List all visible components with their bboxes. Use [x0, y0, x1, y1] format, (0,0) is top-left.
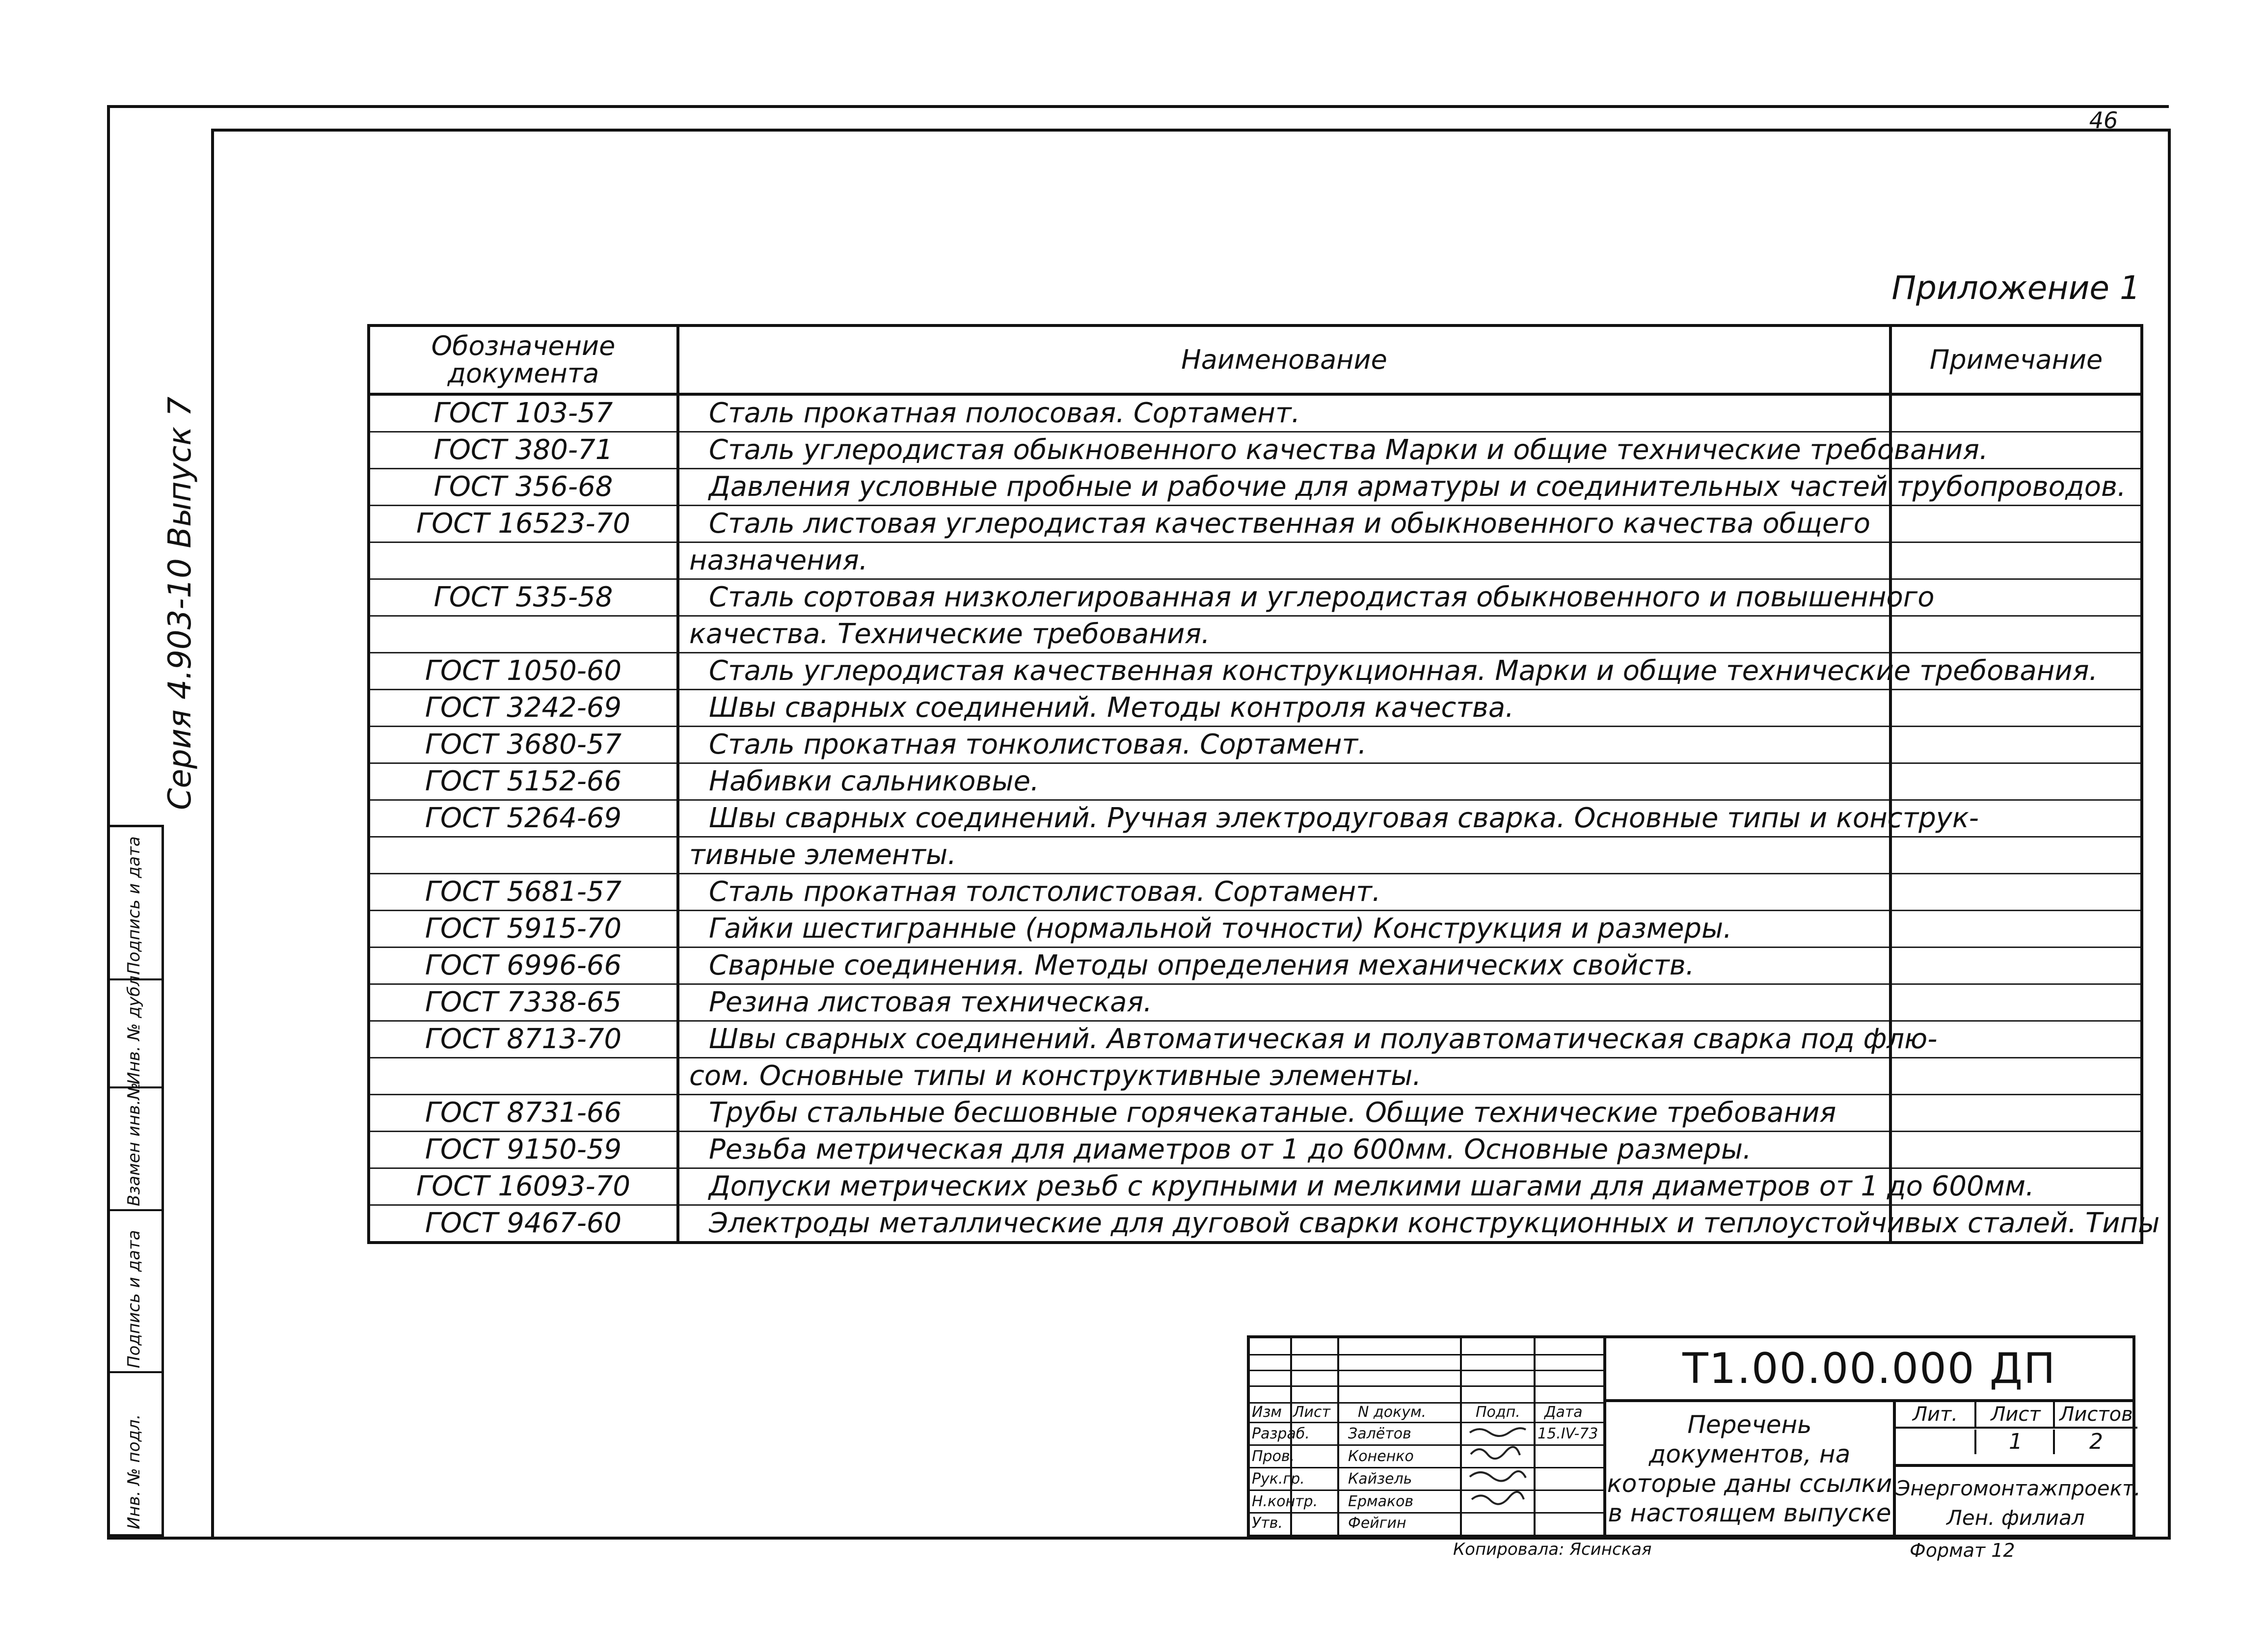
header-designation: Обозначение документа — [369, 325, 678, 394]
table-row — [369, 1058, 2142, 1095]
role-approver: Утв. — [1252, 1515, 1283, 1532]
side-label-orig-inv: Инв. № подл. — [124, 1414, 144, 1529]
side-label-sign-date-1: Подпись и дата — [124, 1230, 144, 1368]
doc-name-cell: Сталь прокатная полосовая. Сортамент. — [678, 394, 1890, 432]
sheets-label: Листов — [2053, 1402, 2137, 1429]
doc-name-cell: тивные элементы. — [678, 837, 1890, 874]
doc-code-cell: ГОСТ 5915-70 — [369, 911, 678, 948]
doc-note-cell — [1890, 1095, 2142, 1132]
doc-code-cell: ГОСТ 8713-70 — [369, 1021, 678, 1058]
doc-code-cell — [369, 616, 678, 653]
doc-name-cell: Сталь прокатная тонколистовая. Сортамент. — [678, 727, 1890, 763]
organization: Энергомонтажпроект. Лен. филиал — [1896, 1464, 2135, 1533]
appendix-label: Приложение 1 — [1891, 269, 2140, 307]
sheets-value: 2 — [2053, 1430, 2137, 1454]
sheet-format: Формат 12 — [1910, 1540, 2015, 1561]
col-header-date: Дата — [1544, 1404, 1583, 1421]
table-row — [369, 874, 2142, 911]
col-header-signature: Подп. — [1476, 1404, 1520, 1421]
side-label-replace-inv: Взамен инв.№ — [124, 1082, 144, 1206]
references-table — [367, 324, 2160, 1244]
doc-name-cell: Допуски метрических резьб с крупными и мелкими шагами для диаметров от 1 до 600мм. — [678, 1168, 1890, 1205]
doc-code-cell: ГОСТ 9150-59 — [369, 1132, 678, 1168]
doc-code-cell: ГОСТ 16093-70 — [369, 1168, 678, 1205]
doc-name-cell: Трубы стальные бесшовные горячекатаные. Общие технические требования — [678, 1095, 1890, 1132]
doc-code-cell: ГОСТ 5681-57 — [369, 874, 678, 911]
header-name: Наименование — [678, 325, 1890, 394]
table-row — [369, 1168, 2142, 1205]
role-norm-control: Н.контр. — [1252, 1493, 1318, 1510]
title-block-right — [1893, 1402, 2141, 1535]
doc-name-cell: Швы сварных соединений. Автоматическая и полуавтоматическая сварка под флю- — [678, 1021, 1890, 1058]
doc-note-cell — [1890, 837, 2142, 874]
doc-code-cell: ГОСТ 380-71 — [369, 432, 678, 469]
table-row — [369, 542, 2142, 579]
col-header-doc-no: N докум. — [1358, 1404, 1427, 1421]
side-cell-2 — [109, 1211, 162, 1373]
name-developer: Залётов — [1348, 1425, 1411, 1442]
role-group-lead: Рук.гр. — [1252, 1470, 1305, 1488]
doc-note-cell — [1890, 506, 2142, 542]
table-row — [369, 948, 2142, 984]
doc-code-cell: ГОСТ 6996-66 — [369, 948, 678, 984]
inner-frame-right — [2168, 129, 2171, 1538]
doc-name-cell: Швы сварных соединений. Методы контроля качества. — [678, 690, 1890, 727]
doc-note-cell — [1890, 763, 2142, 800]
side-cell-3 — [109, 1082, 162, 1211]
doc-code-cell — [369, 542, 678, 579]
doc-note-cell — [1890, 542, 2142, 579]
lit-value — [1896, 1430, 1974, 1454]
doc-note-cell — [1890, 948, 2142, 984]
doc-code-cell: ГОСТ 3242-69 — [369, 690, 678, 727]
table-row — [369, 1205, 2142, 1243]
role-checker: Пров. — [1252, 1448, 1295, 1465]
doc-name-cell: Набивки сальниковые. — [678, 763, 1890, 800]
table-row — [369, 837, 2142, 874]
doc-name-cell: Сварные соединения. Методы определения механических свойств. — [678, 948, 1890, 984]
table-row — [369, 616, 2142, 653]
table-row — [369, 1132, 2142, 1168]
date-developer: 15.IV-73 — [1538, 1425, 1598, 1442]
document-number: Т1.00.00.000 ДП — [1603, 1338, 2132, 1402]
inner-frame-left — [211, 129, 214, 1538]
doc-code-cell: ГОСТ 9467-60 — [369, 1205, 678, 1243]
name-norm-control: Ермаков — [1348, 1493, 1414, 1510]
series-label: Серия 4.903-10 Выпуск 7 — [162, 396, 198, 810]
sheet-label: Лист — [1974, 1402, 2055, 1429]
table-row — [369, 394, 2142, 432]
doc-note-cell — [1890, 984, 2142, 1021]
doc-note-cell — [1890, 911, 2142, 948]
table-row — [369, 984, 2142, 1021]
doc-name-cell: Сталь сортовая низколегированная и углеродистая обыкновенного и повышенного — [678, 579, 1890, 616]
lit-label: Лит. — [1896, 1402, 1974, 1429]
doc-name-cell: Сталь листовая углеродистая качественная и обыкновенного качества общего — [678, 506, 1890, 542]
table-row — [369, 1021, 2142, 1058]
doc-name-cell: Электроды металлические для дуговой сварки конструкционных и теплоустойчивых сталей. Типы — [678, 1205, 1890, 1243]
side-cell-4 — [109, 970, 162, 1088]
doc-code-cell — [369, 837, 678, 874]
doc-code-cell: ГОСТ 8731-66 — [369, 1095, 678, 1132]
table-row — [369, 727, 2142, 763]
table-row — [369, 800, 2142, 837]
doc-note-cell — [1890, 690, 2142, 727]
doc-name-cell: Резьба метрическая для диаметров от 1 до 600мм. Основные размеры. — [678, 1132, 1890, 1168]
doc-name-cell: Давления условные пробные и рабочие для арматуры и соединительных частей трубопроводов. — [678, 469, 1890, 506]
table-row — [369, 432, 2142, 469]
col-header-change: Изм — [1252, 1404, 1282, 1421]
table-row — [369, 763, 2142, 800]
doc-note-cell — [1890, 616, 2142, 653]
table-row — [369, 690, 2142, 727]
doc-note-cell — [1890, 1132, 2142, 1168]
table-row — [369, 1095, 2142, 1132]
signature-grid — [1250, 1338, 1603, 1535]
header-note: Примечание — [1890, 325, 2142, 394]
doc-name-cell: Гайки шестигранные (нормальной точности) Конструкция и размеры. — [678, 911, 1890, 948]
outer-frame-top — [107, 105, 2169, 108]
copied-by: Копировала: Ясинская — [1453, 1540, 1652, 1559]
sheet-value: 1 — [1974, 1430, 2055, 1454]
doc-note-cell — [1890, 394, 2142, 432]
doc-name-cell: Сталь углеродистая обыкновенного качества Марки и общие технические требования. — [678, 432, 1890, 469]
col-header-sheet: Лист — [1293, 1404, 1331, 1421]
doc-code-cell: ГОСТ 1050-60 — [369, 653, 678, 690]
document-title: Перечень документов, на которые даны ссылки в настоящем выпуске — [1603, 1402, 1893, 1535]
doc-code-cell: ГОСТ 356-68 — [369, 469, 678, 506]
doc-code-cell — [369, 1058, 678, 1095]
doc-code-cell: ГОСТ 7338-65 — [369, 984, 678, 1021]
side-cell-5 — [109, 827, 162, 980]
doc-name-cell: качества. Технические требования. — [678, 616, 1890, 653]
doc-note-cell — [1890, 1058, 2142, 1095]
doc-name-cell: сом. Основные типы и конструктивные элементы. — [678, 1058, 1890, 1095]
doc-code-cell: ГОСТ 5152-66 — [369, 763, 678, 800]
signature-scribbles — [1466, 1423, 1530, 1531]
doc-name-cell: назначения. — [678, 542, 1890, 579]
doc-name-cell: Сталь прокатная толстолистовая. Сортамент. — [678, 874, 1890, 911]
table-row — [369, 579, 2142, 616]
doc-note-cell — [1890, 727, 2142, 763]
name-checker: Коненко — [1348, 1448, 1414, 1465]
doc-name-cell: Сталь углеродистая качественная конструкционная. Марки и общие технические требования. — [678, 653, 1890, 690]
table-row — [369, 653, 2142, 690]
doc-code-cell: ГОСТ 16523-70 — [369, 506, 678, 542]
doc-code-cell: ГОСТ 3680-57 — [369, 727, 678, 763]
table-row — [369, 506, 2142, 542]
side-stamp — [107, 825, 164, 1537]
side-label-dup-inv: Инв. № дубл. — [124, 970, 144, 1084]
name-approver: Фейгин — [1348, 1515, 1406, 1532]
doc-name-cell: Резина листовая техническая. — [678, 984, 1890, 1021]
title-block — [1247, 1335, 2141, 1538]
doc-code-cell: ГОСТ 535-58 — [369, 579, 678, 616]
page-number: 46 — [2089, 107, 2118, 134]
doc-note-cell — [1890, 874, 2142, 911]
inner-frame-top — [211, 129, 2170, 132]
doc-code-cell: ГОСТ 103-57 — [369, 394, 678, 432]
doc-name-cell: Швы сварных соединений. Ручная электродуговая сварка. Основные типы и конструк- — [678, 800, 1890, 837]
doc-code-cell: ГОСТ 5264-69 — [369, 800, 678, 837]
table-row — [369, 911, 2142, 948]
side-cell-1 — [109, 1373, 162, 1534]
table-header-row — [369, 325, 2142, 394]
role-developer: Разраб. — [1252, 1425, 1310, 1442]
table-row — [369, 469, 2142, 506]
side-label-sign-date-2: Подпись и дата — [124, 836, 144, 975]
name-group-lead: Кайзель — [1348, 1470, 1412, 1488]
